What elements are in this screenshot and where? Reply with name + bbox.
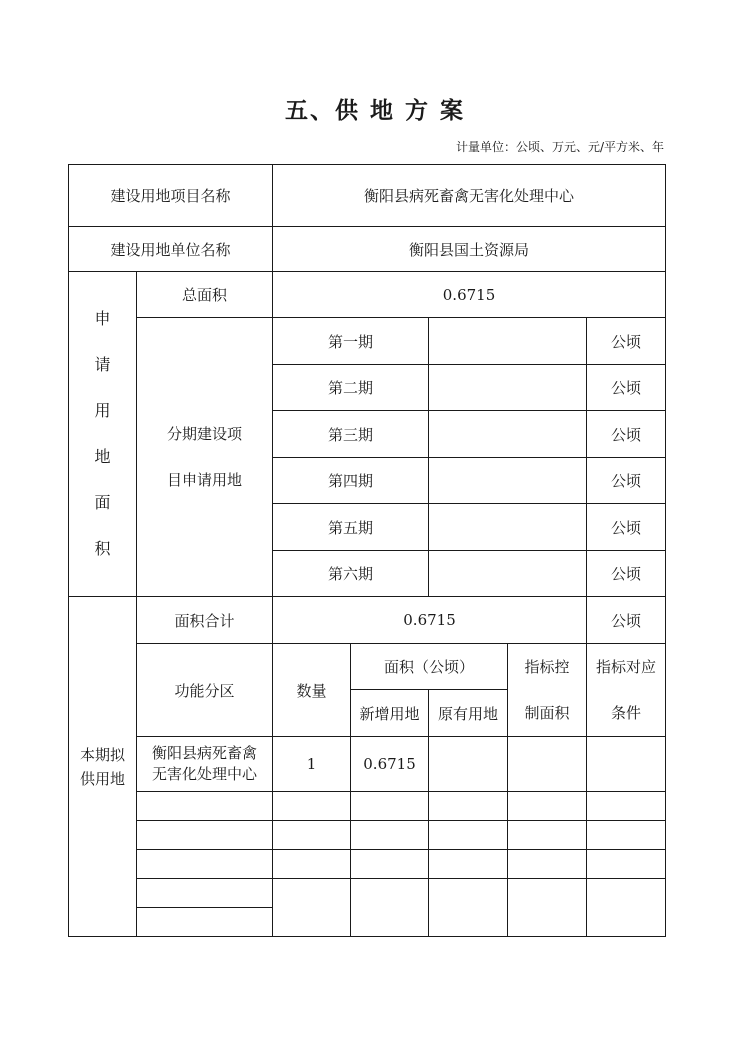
empty-cell bbox=[351, 821, 429, 850]
phase-unit: 公顷 bbox=[587, 551, 666, 597]
unit-name-row bbox=[69, 227, 666, 272]
phase-unit: 公顷 bbox=[587, 458, 666, 504]
side-char: 请 bbox=[94, 355, 111, 374]
page-title: 五、供 地 方 案 bbox=[284, 97, 466, 124]
phase-unit: 公顷 bbox=[587, 504, 666, 551]
project-name-row bbox=[69, 165, 666, 227]
phase-label: 第一期 bbox=[273, 318, 429, 365]
phase-unit: 公顷 bbox=[587, 411, 666, 458]
empty-cell bbox=[137, 850, 273, 879]
apply-area-side-label bbox=[69, 272, 137, 597]
phase-value bbox=[429, 365, 587, 411]
empty-cell bbox=[351, 792, 429, 821]
empty-cell bbox=[508, 850, 587, 879]
phase-row bbox=[69, 318, 666, 365]
total-area-label: 总面积 bbox=[137, 272, 273, 318]
phase-value bbox=[429, 318, 587, 365]
area-sum-label: 面积合计 bbox=[137, 597, 273, 644]
area-sum-row bbox=[69, 597, 666, 644]
empty-cell bbox=[273, 821, 351, 850]
header-row bbox=[69, 644, 666, 690]
empty-cell bbox=[137, 821, 273, 850]
empty-cell bbox=[273, 792, 351, 821]
project-name-value: 衡阳县病死畜禽无害化处理中心 bbox=[273, 165, 666, 227]
count-header: 数量 bbox=[273, 644, 351, 737]
supply-side-line: 供用地 bbox=[79, 769, 125, 788]
measurement-units: 计量单位：公顷、万元、元/平方米、年 bbox=[455, 140, 664, 154]
phase-unit: 公顷 bbox=[587, 365, 666, 411]
control-area-cell bbox=[508, 737, 587, 792]
condition-cell bbox=[587, 737, 666, 792]
phase-unit: 公顷 bbox=[587, 318, 666, 365]
table-row bbox=[69, 737, 666, 792]
phased-label-line: 分期建设项 bbox=[167, 425, 243, 443]
new-land-header: 新增用地 bbox=[351, 690, 429, 737]
total-area-row bbox=[69, 272, 666, 318]
empty-cell bbox=[137, 908, 273, 937]
empty-cell bbox=[429, 792, 508, 821]
table-row bbox=[69, 821, 666, 850]
empty-cell bbox=[137, 879, 273, 908]
control-header-line: 指标控 bbox=[524, 658, 570, 676]
side-char: 地 bbox=[94, 447, 111, 466]
area-header: 面积（公顷） bbox=[351, 644, 508, 690]
empty-cell bbox=[508, 792, 587, 821]
zone-line: 衡阳县病死畜禽 bbox=[152, 744, 258, 762]
new-land-cell: 0.6715 bbox=[351, 737, 429, 792]
empty-cell bbox=[351, 850, 429, 879]
phase-value bbox=[429, 551, 587, 597]
area-sum-unit: 公顷 bbox=[587, 597, 666, 644]
phase-label: 第四期 bbox=[273, 458, 429, 504]
empty-cell bbox=[587, 850, 666, 879]
empty-cell bbox=[429, 821, 508, 850]
empty-cell bbox=[429, 879, 508, 937]
supply-side-line: 本期拟 bbox=[79, 745, 125, 764]
control-area-header bbox=[508, 644, 587, 737]
side-char: 积 bbox=[94, 539, 111, 558]
phased-label-line: 目申请用地 bbox=[167, 471, 243, 489]
phase-value bbox=[429, 411, 587, 458]
empty-cell bbox=[587, 879, 666, 937]
empty-cell bbox=[273, 850, 351, 879]
total-area-value: 0.6715 bbox=[273, 272, 666, 318]
table-row bbox=[69, 850, 666, 879]
zone-line: 无害化处理中心 bbox=[152, 765, 258, 783]
empty-cell bbox=[273, 879, 351, 937]
side-char: 用 bbox=[94, 401, 111, 420]
area-sum-value: 0.6715 bbox=[273, 597, 587, 644]
empty-cell bbox=[587, 821, 666, 850]
condition-header-line: 条件 bbox=[611, 704, 642, 722]
phase-label: 第五期 bbox=[273, 504, 429, 551]
unit-name-value: 衡阳县国土资源局 bbox=[273, 227, 666, 272]
supply-land-side-label bbox=[69, 597, 137, 937]
phase-value bbox=[429, 504, 587, 551]
count-cell: 1 bbox=[273, 737, 351, 792]
table-row bbox=[69, 792, 666, 821]
side-char: 面 bbox=[94, 493, 111, 512]
phased-project-label bbox=[137, 318, 273, 597]
existing-land-cell bbox=[429, 737, 508, 792]
empty-cell bbox=[508, 821, 587, 850]
land-supply-table bbox=[68, 164, 666, 937]
phase-label: 第三期 bbox=[273, 411, 429, 458]
project-name-label: 建设用地项目名称 bbox=[69, 165, 273, 227]
phase-label: 第六期 bbox=[273, 551, 429, 597]
empty-cell bbox=[429, 850, 508, 879]
zone-cell bbox=[137, 737, 273, 792]
zone-header: 功能分区 bbox=[137, 644, 273, 737]
phase-value bbox=[429, 458, 587, 504]
empty-cell bbox=[587, 792, 666, 821]
condition-header-line: 指标对应 bbox=[596, 658, 657, 676]
unit-name-label: 建设用地单位名称 bbox=[69, 227, 273, 272]
condition-header bbox=[587, 644, 666, 737]
control-header-line: 制面积 bbox=[524, 704, 570, 722]
empty-cell bbox=[137, 792, 273, 821]
empty-cell bbox=[351, 879, 429, 937]
side-char: 申 bbox=[94, 309, 111, 328]
phase-label: 第二期 bbox=[273, 365, 429, 411]
empty-cell bbox=[508, 879, 587, 937]
table-row bbox=[69, 879, 666, 908]
existing-land-header: 原有用地 bbox=[429, 690, 508, 737]
